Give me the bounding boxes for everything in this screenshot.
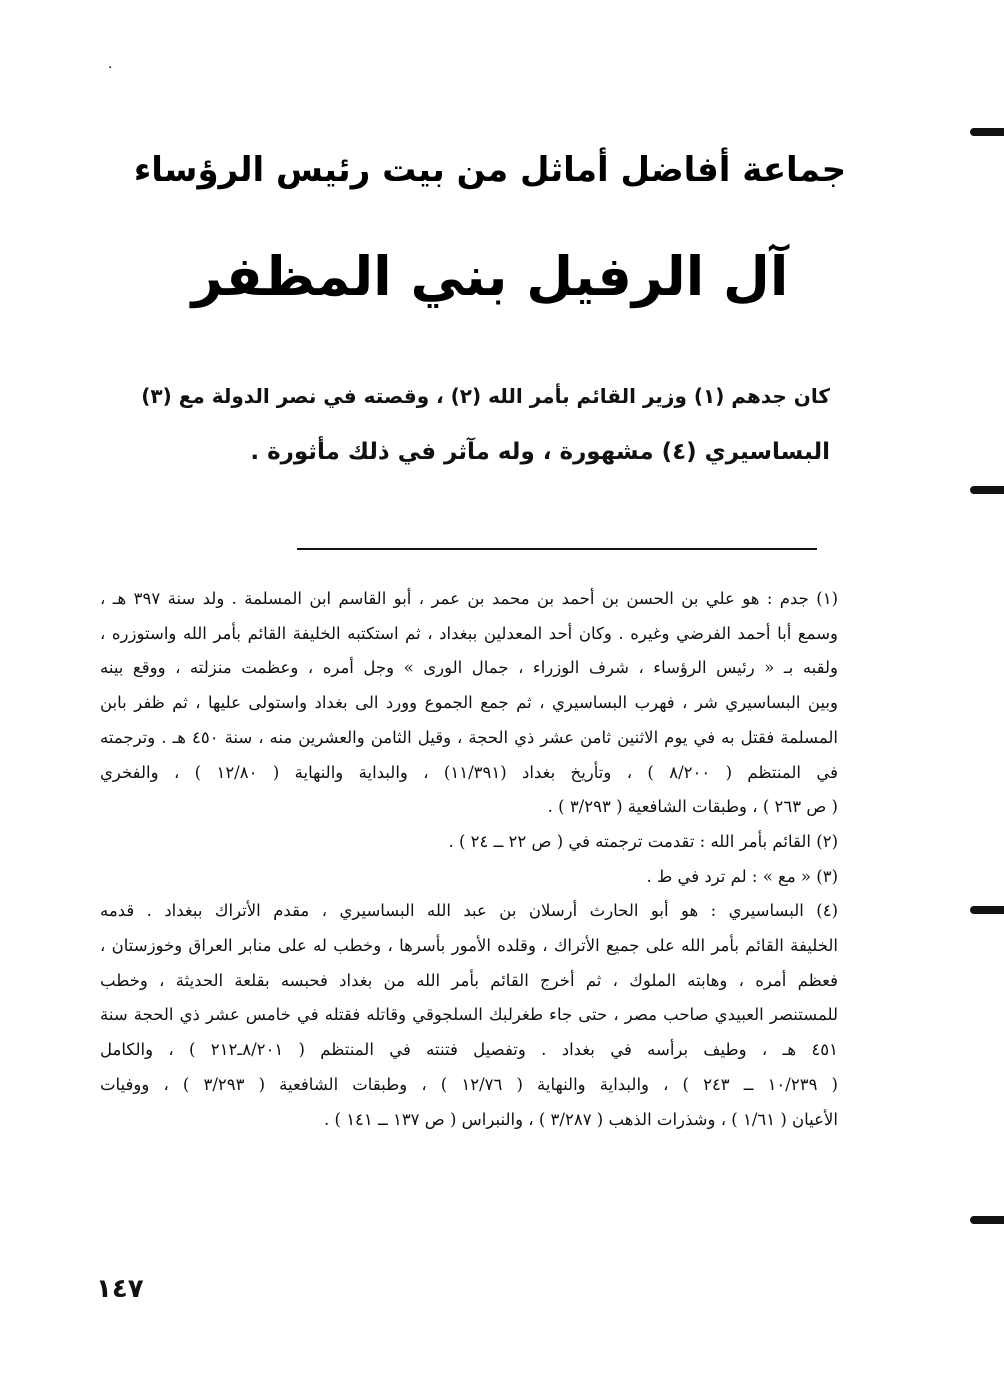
- footnote-1-line: وسمع أبا أحمد الفرضي وغيره . وكان أحد المعدلين ببغداد ، ثم استكتبه الخليفة القائم بأمر الله واستوزره ،: [100, 623, 838, 643]
- chapter-title-line-1: جماعة أفاضل أماثل من بيت رئيس الرؤساء: [133, 150, 847, 190]
- main-paragraph: [140, 368, 830, 480]
- footnote-4-line: (٤) البساسيري : هو أبو الحارث أرسلان بن عبد الله البساسيري ، مقدم الأتراك ببغداد . قدمه: [100, 901, 838, 921]
- footnote-divider: [297, 548, 817, 550]
- footnote-1-line: ( ص ٢٦٣ ) ، وطبقات الشافعية ( ٣/٢٩٣ ) .: [547, 797, 838, 817]
- main-line-2: البساسيري (٤) مشهورة ، وله مآثر في ذلك مأثورة .: [250, 439, 830, 465]
- footnote-1-line: وبين البساسيري شر ، فهرب البساسيري ، ثم جمع الجموع وورد الى بغداد واستولى عليها ، ثم ظفر بابن: [100, 693, 838, 713]
- edge-mark: [970, 128, 1004, 136]
- footnote-3: (٣) « مع » : لم ترد في ط .: [646, 866, 838, 886]
- footnote-4-line: الخليفة القائم بأمر الله على جميع الأتراك ، وقلده الأمور بأسرها ، وخطب له على منابر العراق وخوزستان ،: [100, 936, 838, 956]
- page-number: ١٤٧: [96, 1274, 144, 1304]
- edge-mark: [970, 906, 1004, 914]
- footnote-4-line: للمستنصر العبيدي صاحب مصر ، حتى جاء طغرلبك السلجوقي وقاتله فقتله في خامس عشر ذي الحجة سنة: [100, 1005, 838, 1025]
- edge-mark: [970, 486, 1004, 494]
- footnote-4-line: فعظم أمره ، وهابته الملوك ، ثم أخرج القائم بأمر الله من بغداد فحبسه بقلعة الحديثة ، وخطب: [100, 970, 838, 990]
- footnote-1-line: المسلمة فقتل به في يوم الاثنين ثامن عشر ذي الحجة ، وقيل الثامن والعشرين منه ، سنة ٤٥٠ هـ . وترجمته: [100, 727, 838, 747]
- edge-mark: [970, 1216, 1004, 1224]
- footnote-1-line: (١) جدم : هو علي بن الحسن بن أحمد بن محمد بن عمر ، أبو القاسم ابن المسلمة . ولد سنة ٣٩٧ هـ ،: [100, 589, 838, 608]
- chapter-title-line-2: آل الرفيل بني المظفر: [191, 245, 789, 308]
- footnote-1-line: ولقبه بـ « رئيس الرؤساء ، شرف الوزراء ، جمال الورى » وجل أمره ، وعظمت منزلته ، ووقع بينه: [100, 658, 838, 678]
- footnote-4-line: ( ١٠/٢٣٩ ــ ٢٤٣ ) ، والبداية والنهاية ( ١٢/٧٦ ) ، وطبقات الشافعية ( ٣/٢٩٣ ) ، ووفيات: [100, 1074, 838, 1094]
- footnote-4-line: الأعيان ( ١/٦١ ) ، وشذرات الذهب ( ٣/٢٨٧ ) ، والنبراس ( ص ١٣٧ ــ ١٤١ ) .: [324, 1109, 838, 1129]
- footnote-2: (٢) القائم بأمر الله : تقدمت ترجمته في ( ص ٢٢ ــ ٢٤ ) .: [448, 831, 838, 851]
- corner-mark: ·: [108, 60, 113, 76]
- footnote-1-line: في المنتظم ( ٨/٢٠٠ ) ، وتأريخ بغداد (١١/٣٩١) ، والبداية والنهاية ( ١٢/٨٠ ) ، والفخري: [100, 762, 839, 782]
- footnotes: [100, 582, 838, 1137]
- footnote-4-line: ٤٥١ هـ ، وطيف برأسه في بغداد . وتفصيل فتنته في المنتظم ( ٨/٢٠١ـ٢١٢ ) ، والكامل: [100, 1040, 838, 1060]
- main-line-1: كان جدهم (١) وزير القائم بأمر الله (٢) ، وقصته في نصر الدولة مع (٣): [141, 384, 830, 408]
